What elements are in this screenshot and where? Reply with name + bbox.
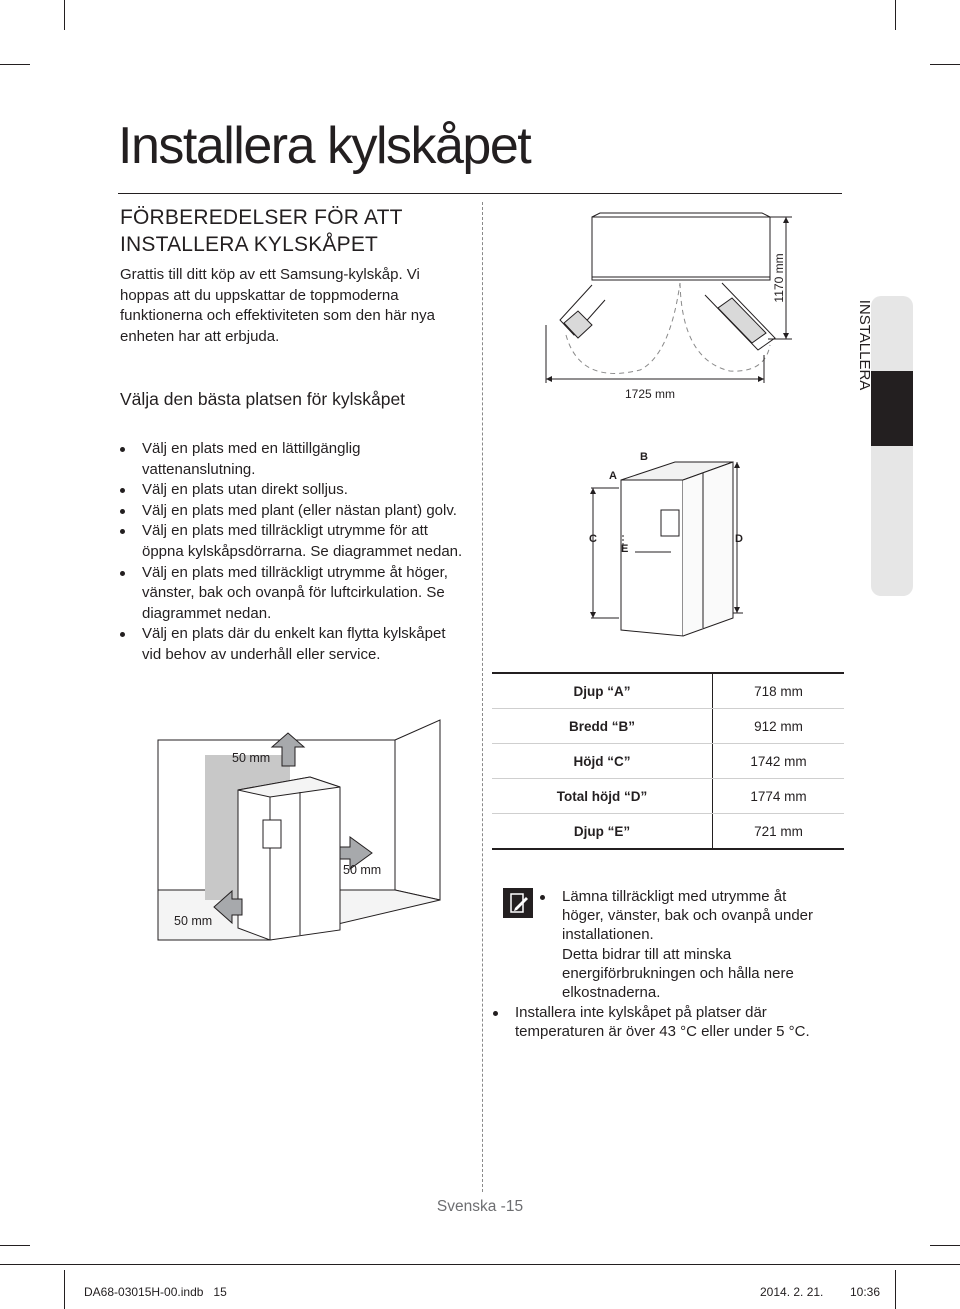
list-item: Lämna tillräckligt med utrymme åt höger, vänster, bak och ovanpå under installationen. Detta bidrar till att minska energiförbrukningen och hålla nere elkostnaderna.	[540, 887, 830, 1002]
width-dimension-label: 1725 mm	[624, 387, 676, 401]
intro-paragraph: Grattis till ditt köp av ett Samsung-kylskåp. Vi hoppas att du uppskattar de toppmoderna funktionerna och effektiviteten som den här nya enheten har att erbjuda.	[120, 266, 435, 345]
crop-mark	[0, 1245, 30, 1246]
crop-mark	[64, 0, 65, 30]
side-gap-label: 50 mm	[174, 914, 213, 928]
fridge-dimension-diagram	[585, 440, 760, 640]
crop-mark	[895, 0, 896, 30]
label-b: B	[640, 451, 648, 463]
page-title: Installera kylskåpet	[118, 117, 531, 175]
list-item: Välj en plats utan direkt solljus.	[120, 480, 468, 501]
print-time: 10:36	[850, 1285, 881, 1299]
note-pencil-icon	[503, 888, 533, 918]
dimension-value: 721 mm	[713, 814, 845, 850]
room-clearance-diagram	[150, 715, 450, 955]
depth-dimension-label: 1170 mm	[772, 253, 786, 303]
dimension-value: 718 mm	[713, 673, 845, 709]
crop-mark	[64, 1270, 65, 1309]
print-file-info: DA68-03015H-00.indb 15	[84, 1285, 227, 1299]
dimension-label: Höjd “C”	[492, 744, 713, 779]
list-item: Välj en plats där du enkelt kan flytta kylskåpet vid behov av underhåll eller service.	[120, 624, 468, 665]
column-divider	[482, 202, 483, 1192]
dimension-label: Djup “E”	[492, 814, 713, 850]
table-row	[492, 744, 844, 779]
table-row	[492, 709, 844, 744]
list-item: Välj en plats med plant (eller nästan plant) golv.	[120, 501, 468, 522]
location-subheading: Välja den bästa platsen för kylskåpet	[120, 389, 406, 409]
label-e: E	[621, 543, 629, 555]
crop-mark	[0, 64, 30, 65]
label-d: D	[735, 533, 743, 545]
back-gap-label: 50 mm	[343, 863, 382, 877]
side-tab	[849, 296, 913, 596]
list-item: Välj en plats med tillräckligt utrymme åt höger, vänster, bak och ovanpå för luftcirkulation. Se diagrammet nedan.	[120, 563, 468, 625]
list-item: Välj en plats med tillräckligt utrymme för att öppna kylskåpsdörrarna. Se diagrammet nedan.	[120, 521, 468, 562]
dimension-value: 1774 mm	[713, 779, 845, 814]
print-rule	[0, 1264, 960, 1265]
title-rule	[118, 193, 842, 194]
side-tab-label: INSTALLERA	[856, 299, 873, 391]
label-a: A	[609, 470, 617, 482]
section-heading: FÖRBEREDELSER FÖR ATT INSTALLERA KYLSKÅPET	[120, 206, 403, 256]
label-c: C	[589, 533, 597, 545]
list-item: Installera inte kylskåpet på platser där temperaturen är över 43 °C eller under 5 °C.	[493, 1003, 833, 1041]
dimension-label: Bredd “B”	[492, 709, 713, 744]
door-clearance-diagram	[530, 205, 800, 410]
note-list	[540, 887, 830, 1002]
dimension-value: 912 mm	[713, 709, 845, 744]
crop-mark	[930, 64, 960, 65]
dimension-value: 1742 mm	[713, 744, 845, 779]
dimensions-table	[492, 672, 844, 850]
note-list-secondary	[493, 1003, 833, 1041]
crop-mark	[895, 1270, 896, 1309]
dimension-label: Total höjd “D”	[492, 779, 713, 814]
dimension-label: Djup “A”	[492, 673, 713, 709]
crop-mark	[930, 1245, 960, 1246]
table-row	[492, 814, 844, 850]
location-bullet-list	[120, 439, 468, 666]
page-number: Svenska -15	[436, 1198, 524, 1215]
table-row	[492, 673, 844, 709]
top-gap-label: 50 mm	[232, 751, 271, 765]
list-item: Välj en plats med en lättillgänglig vattenanslutning.	[120, 439, 468, 480]
table-row	[492, 779, 844, 814]
print-date: 2014. 2. 21.	[760, 1285, 824, 1299]
